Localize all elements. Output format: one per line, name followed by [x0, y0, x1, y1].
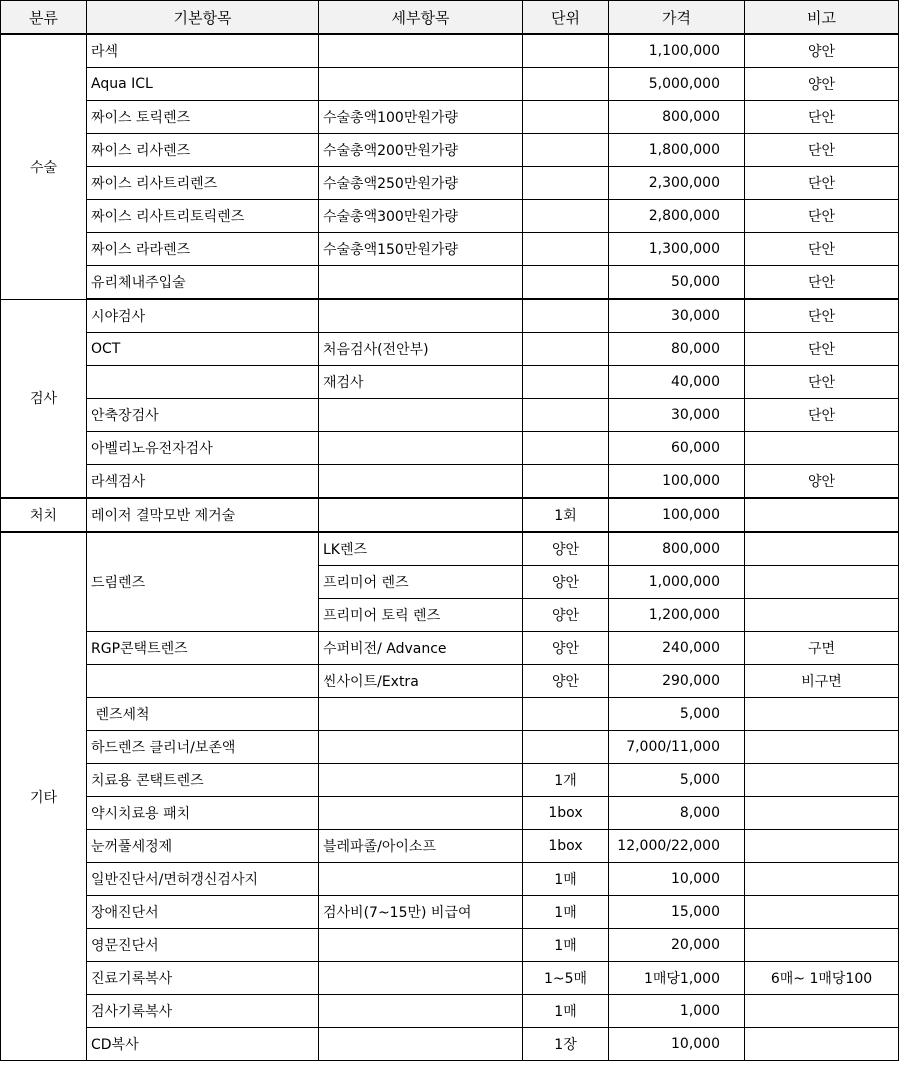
detail-item-cell: 수술총액250만원가량 [319, 167, 523, 200]
unit-cell: 1장 [523, 1028, 609, 1061]
unit-cell [523, 266, 609, 300]
table-row [1, 432, 899, 465]
header-detail-item: 세부항목 [319, 1, 523, 35]
note-cell: 단안 [745, 101, 899, 134]
unit-cell [523, 68, 609, 101]
basic-item-cell: Aqua ICL [87, 68, 319, 101]
detail-item-cell [319, 962, 523, 995]
basic-item-cell: 아벨리노유전자검사 [87, 432, 319, 465]
note-cell [745, 532, 899, 566]
unit-cell: 양안 [523, 632, 609, 665]
price-cell: 15,000 [609, 896, 745, 929]
header-price: 가격 [609, 1, 745, 35]
note-cell [745, 830, 899, 863]
table-row [1, 498, 899, 532]
unit-cell [523, 167, 609, 200]
detail-item-cell [319, 498, 523, 532]
table-row [1, 863, 899, 896]
price-cell: 100,000 [609, 498, 745, 532]
basic-item-cell: 짜이스 리사트리토릭렌즈 [87, 200, 319, 233]
basic-item-cell: 레이저 결막모반 제거술 [87, 498, 319, 532]
unit-cell: 양안 [523, 566, 609, 599]
unit-cell: 양안 [523, 665, 609, 698]
price-cell: 8,000 [609, 797, 745, 830]
price-cell: 290,000 [609, 665, 745, 698]
detail-item-cell: 수술총액100만원가량 [319, 101, 523, 134]
table-row [1, 797, 899, 830]
table-row [1, 366, 899, 399]
table-row [1, 830, 899, 863]
unit-cell: 1box [523, 797, 609, 830]
note-cell [745, 995, 899, 1028]
detail-item-cell [319, 299, 523, 333]
header-row [1, 1, 899, 35]
table-row [1, 34, 899, 68]
table-row [1, 167, 899, 200]
unit-cell [523, 134, 609, 167]
basic-item-cell [87, 366, 319, 399]
price-cell: 800,000 [609, 532, 745, 566]
price-cell: 5,000,000 [609, 68, 745, 101]
basic-item-cell: 눈꺼풀세정제 [87, 830, 319, 863]
basic-item-cell: 영문진단서 [87, 929, 319, 962]
basic-item-cell: 약시치료용 패치 [87, 797, 319, 830]
note-cell: 단안 [745, 299, 899, 333]
detail-item-cell: 처음검사(전안부) [319, 333, 523, 366]
note-cell: 비구면 [745, 665, 899, 698]
detail-item-cell: 수술총액200만원가량 [319, 134, 523, 167]
detail-item-cell [319, 1028, 523, 1061]
unit-cell [523, 465, 609, 499]
category-cell-treatment: 처치 [1, 498, 87, 532]
header-note: 비고 [745, 1, 899, 35]
note-cell: 양안 [745, 465, 899, 499]
detail-item-cell: 블레파졸/아이소프 [319, 830, 523, 863]
price-cell: 7,000/11,000 [609, 731, 745, 764]
basic-item-cell: 짜이스 토릭렌즈 [87, 101, 319, 134]
unit-cell: 1매 [523, 896, 609, 929]
unit-cell [523, 200, 609, 233]
basic-item-cell: 렌즈세척 [87, 698, 319, 731]
price-cell: 80,000 [609, 333, 745, 366]
table-row [1, 266, 899, 300]
price-cell: 1,800,000 [609, 134, 745, 167]
detail-item-cell [319, 797, 523, 830]
price-cell: 10,000 [609, 863, 745, 896]
detail-item-cell: 프리미어 토릭 렌즈 [319, 599, 523, 632]
detail-item-cell [319, 432, 523, 465]
unit-cell [523, 399, 609, 432]
price-cell: 1,200,000 [609, 599, 745, 632]
price-cell: 5,000 [609, 698, 745, 731]
unit-cell: 1box [523, 830, 609, 863]
note-cell: 단안 [745, 233, 899, 266]
unit-cell: 1개 [523, 764, 609, 797]
price-cell: 800,000 [609, 101, 745, 134]
note-cell [745, 764, 899, 797]
note-cell: 구면 [745, 632, 899, 665]
note-cell: 단안 [745, 200, 899, 233]
detail-item-cell: 수퍼비전/ Advance [319, 632, 523, 665]
note-cell [745, 929, 899, 962]
table-row [1, 134, 899, 167]
unit-cell [523, 698, 609, 731]
note-cell [745, 731, 899, 764]
table-row [1, 68, 899, 101]
price-cell: 60,000 [609, 432, 745, 465]
note-cell: 단안 [745, 333, 899, 366]
detail-item-cell [319, 929, 523, 962]
detail-item-cell [319, 863, 523, 896]
unit-cell: 1매 [523, 863, 609, 896]
detail-item-cell [319, 399, 523, 432]
basic-item-cell: 치료용 콘택트렌즈 [87, 764, 319, 797]
note-cell [745, 566, 899, 599]
price-cell: 1,100,000 [609, 34, 745, 68]
price-cell: 50,000 [609, 266, 745, 300]
note-cell: 단안 [745, 167, 899, 200]
unit-cell [523, 299, 609, 333]
note-cell [745, 1028, 899, 1061]
detail-item-cell: LK렌즈 [319, 532, 523, 566]
price-cell: 2,300,000 [609, 167, 745, 200]
note-cell [745, 498, 899, 532]
unit-cell: 1매 [523, 995, 609, 1028]
table-row [1, 299, 899, 333]
header-unit: 단위 [523, 1, 609, 35]
table-row [1, 665, 899, 698]
detail-item-cell [319, 68, 523, 101]
price-cell: 20,000 [609, 929, 745, 962]
table-row [1, 101, 899, 134]
note-cell: 양안 [745, 68, 899, 101]
detail-item-cell: 재검사 [319, 366, 523, 399]
table-row [1, 532, 899, 566]
note-cell: 단안 [745, 134, 899, 167]
note-cell: 6매~ 1매당100 [745, 962, 899, 995]
unit-cell [523, 731, 609, 764]
price-cell: 30,000 [609, 399, 745, 432]
category-cell-exam: 검사 [1, 299, 87, 498]
table-row [1, 896, 899, 929]
table-row [1, 200, 899, 233]
basic-item-cell: 장애진단서 [87, 896, 319, 929]
header-basic-item: 기본항목 [87, 1, 319, 35]
price-cell: 1,000 [609, 995, 745, 1028]
unit-cell [523, 233, 609, 266]
table-row [1, 698, 899, 731]
note-cell: 양안 [745, 34, 899, 68]
detail-item-cell: 검사비(7~15만) 비급여 [319, 896, 523, 929]
price-cell: 2,800,000 [609, 200, 745, 233]
price-cell: 12,000/22,000 [609, 830, 745, 863]
basic-item-cell: RGP콘택트렌즈 [87, 632, 319, 665]
basic-item-cell: 짜이스 라라렌즈 [87, 233, 319, 266]
basic-item-cell: 짜이스 리사트리렌즈 [87, 167, 319, 200]
price-cell: 5,000 [609, 764, 745, 797]
unit-cell: 1~5매 [523, 962, 609, 995]
note-cell [745, 863, 899, 896]
table-row [1, 1028, 899, 1061]
basic-item-cell: 하드렌즈 클리너/보존액 [87, 731, 319, 764]
note-cell [745, 896, 899, 929]
note-cell [745, 432, 899, 465]
detail-item-cell [319, 764, 523, 797]
basic-item-cell: 안축장검사 [87, 399, 319, 432]
price-cell: 1,000,000 [609, 566, 745, 599]
detail-item-cell: 수술총액150만원가량 [319, 233, 523, 266]
basic-item-cell: CD복사 [87, 1028, 319, 1061]
category-cell-other: 기타 [1, 532, 87, 1061]
note-cell: 단안 [745, 399, 899, 432]
table-row [1, 764, 899, 797]
basic-item-cell: 검사기록복사 [87, 995, 319, 1028]
unit-cell: 양안 [523, 599, 609, 632]
unit-cell [523, 333, 609, 366]
basic-item-cell: 짜이스 리사렌즈 [87, 134, 319, 167]
price-cell: 1매당1,000 [609, 962, 745, 995]
unit-cell: 양안 [523, 532, 609, 566]
note-cell: 단안 [745, 366, 899, 399]
detail-item-cell [319, 266, 523, 300]
detail-item-cell: 수술총액300만원가량 [319, 200, 523, 233]
price-cell: 1,300,000 [609, 233, 745, 266]
price-cell: 30,000 [609, 299, 745, 333]
table-row [1, 632, 899, 665]
table-row [1, 731, 899, 764]
price-cell: 240,000 [609, 632, 745, 665]
basic-item-cell: 라섹검사 [87, 465, 319, 499]
detail-item-cell: 프리미어 렌즈 [319, 566, 523, 599]
detail-item-cell [319, 465, 523, 499]
unit-cell: 1회 [523, 498, 609, 532]
price-cell: 10,000 [609, 1028, 745, 1061]
basic-item-cell: OCT [87, 333, 319, 366]
table-row [1, 995, 899, 1028]
note-cell [745, 599, 899, 632]
detail-item-cell [319, 34, 523, 68]
unit-cell [523, 101, 609, 134]
basic-item-cell: 드림렌즈 [87, 532, 319, 632]
note-cell: 단안 [745, 266, 899, 300]
detail-item-cell [319, 731, 523, 764]
basic-item-cell: 시야검사 [87, 299, 319, 333]
category-cell-surgery: 수술 [1, 34, 87, 299]
table-row [1, 399, 899, 432]
header-category: 분류 [1, 1, 87, 35]
basic-item-cell: 라섹 [87, 34, 319, 68]
detail-item-cell [319, 698, 523, 731]
basic-item-cell: 유리체내주입술 [87, 266, 319, 300]
unit-cell [523, 432, 609, 465]
note-cell [745, 797, 899, 830]
unit-cell [523, 34, 609, 68]
detail-item-cell [319, 995, 523, 1028]
unit-cell: 1매 [523, 929, 609, 962]
basic-item-cell: 진료기록복사 [87, 962, 319, 995]
table-row [1, 465, 899, 499]
table-row [1, 962, 899, 995]
price-cell: 100,000 [609, 465, 745, 499]
table-row [1, 929, 899, 962]
basic-item-cell [87, 665, 319, 698]
table-row [1, 333, 899, 366]
detail-item-cell: 씬사이트/Extra [319, 665, 523, 698]
table-row [1, 233, 899, 266]
unit-cell [523, 366, 609, 399]
price-cell: 40,000 [609, 366, 745, 399]
basic-item-cell: 일반진단서/면허갱신검사지 [87, 863, 319, 896]
note-cell [745, 698, 899, 731]
